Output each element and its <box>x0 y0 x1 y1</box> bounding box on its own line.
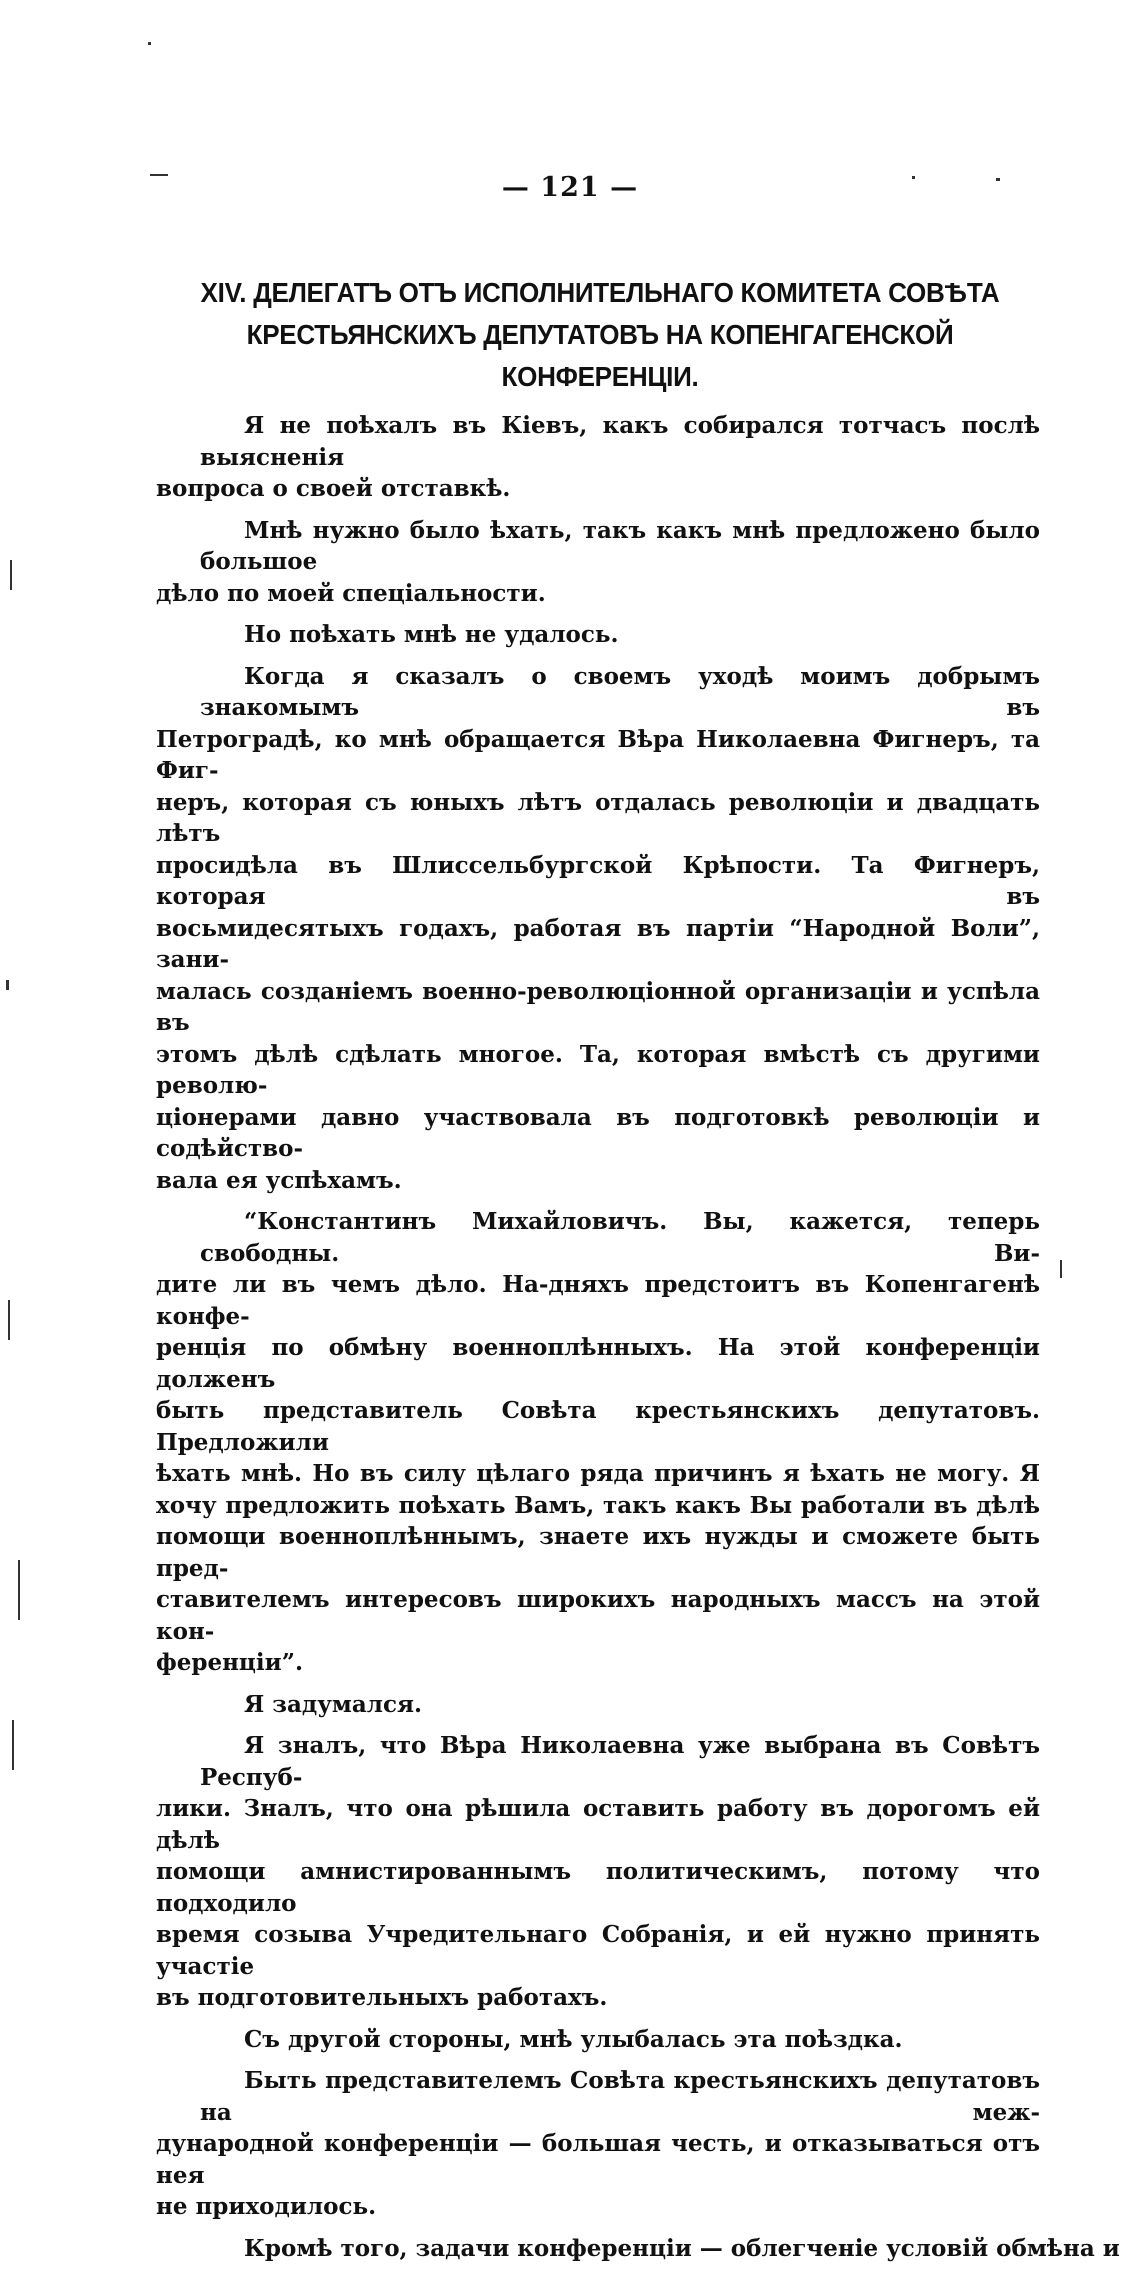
paragraph <box>156 515 1040 610</box>
paragraph <box>156 661 1040 1197</box>
scan-speck <box>1060 1260 1062 1278</box>
paragraph <box>156 1206 1040 1679</box>
text-line: Мнѣ нужно было ѣхать, такъ какъ мнѣ предложено было большое <box>200 516 1040 575</box>
text-line: хочу предложить поѣхать Вамъ, такъ какъ Вы работали въ дѣлѣ <box>156 1491 1040 1519</box>
text-line: “Константинъ Михайловичъ. Вы, кажется, теперь свободны. Ви- <box>200 1208 1040 1267</box>
text-line: Когда я сказалъ о своемъ уходѣ моимъ добрымъ знакомымъ въ <box>200 662 1040 721</box>
scan-speck <box>12 1720 14 1770</box>
text-line: Кромѣ того, задачи конференціи — облегченіе условій обмѣна и <box>244 2234 1120 2262</box>
text-line: ференціи”. <box>156 1649 303 1676</box>
page-number: — 121 — <box>501 172 639 203</box>
scan-speck <box>18 1560 20 1620</box>
text-line: восьмидесятыхъ годахъ, работая въ партіи “Народной Воли”, зани- <box>156 914 1040 973</box>
paragraph <box>156 619 1040 651</box>
paragraph <box>156 2233 1120 2265</box>
chapter-title-line: КРЕСТЬЯНСКИХЪ ДЕПУТАТОВЪ НА КОПЕНГАГЕНСКОЙ <box>246 319 954 350</box>
paragraph <box>156 1689 1040 1721</box>
text-line: неръ, которая съ юныхъ лѣтъ отдалась революціи и двадцать лѣтъ <box>156 788 1040 847</box>
text-line: лики. Зналъ, что она рѣшила оставить работу въ дорогомъ ей дѣлѣ <box>156 1795 1040 1854</box>
scan-speck <box>8 1300 10 1340</box>
text-line: ренція по обмѣну военноплѣнныхъ. На этой конференціи долженъ <box>156 1334 1040 1393</box>
text-line: Но поѣхать мнѣ не удалось. <box>244 621 619 648</box>
scan-speck <box>6 980 9 990</box>
scan-speck <box>10 560 12 590</box>
text-line: малась созданіемъ военно-революціонной организаціи и успѣла въ <box>156 977 1040 1036</box>
text-line: вопроса о своей отставкѣ. <box>156 475 511 502</box>
chapter-title-line: КОНФЕРЕНЦІИ. <box>501 361 699 392</box>
scan-speck <box>912 176 915 179</box>
text-line: дите ли въ чемъ дѣло. На-дняхъ предстоитъ въ Копенгагенѣ конфе- <box>156 1271 1040 1330</box>
text-line: Я не поѣхалъ въ Кіевъ, какъ собирался тотчасъ послѣ выясненія <box>200 412 1040 471</box>
scan-speck <box>996 178 1000 181</box>
text-line: Быть представителемъ Совѣта крестьянскихъ депутатовъ на меж- <box>200 2067 1040 2126</box>
text-line: этомъ дѣлѣ сдѣлать многое. Та, которая вмѣстѣ съ другими револю- <box>156 1040 1040 1099</box>
chapter-title-line: XIV. ДЕЛЕГАТЪ ОТЪ ИСПОЛНИТЕЛЬНАГО КОМИТЕТА СОВѢТА <box>200 277 1000 308</box>
text-line: помощи амнистированнымъ политическимъ, потому что подходило <box>156 1858 1040 1917</box>
text-line: въ подготовительныхъ работахъ. <box>156 1984 608 2011</box>
scan-speck <box>150 174 168 176</box>
body-text <box>156 410 1120 2274</box>
text-line: вала ея успѣхамъ. <box>156 1166 402 1194</box>
text-line: дѣло по моей спеціальности. <box>156 579 546 607</box>
text-line: Я задумался. <box>244 1690 423 1718</box>
scan-speck <box>148 42 151 45</box>
paragraph <box>156 410 1040 505</box>
text-line: дународной конференціи — большая честь, и отказываться отъ нея <box>156 2130 1040 2189</box>
text-line: быть представитель Совѣта крестьянскихъ депутатовъ. Предложили <box>156 1397 1040 1456</box>
text-line: Съ другой стороны, мнѣ улыбалась эта поѣздка. <box>244 2025 903 2053</box>
text-line: время созыва Учредительнаго Собранія, и ей нужно принять участіе <box>156 1921 1040 1980</box>
text-line: Я зналъ, что Вѣра Николаевна уже выбрана въ Совѣтъ Респуб- <box>200 1732 1040 1791</box>
paragraph <box>156 2024 1040 2056</box>
text-line: Петроградѣ, ко мнѣ обращается Вѣра Николаевна Фигнеръ, та Фиг- <box>156 725 1040 784</box>
chapter-title <box>182 272 1019 398</box>
text-line: ставителемъ интересовъ широкихъ народныхъ массъ на этой кон- <box>156 1586 1040 1645</box>
text-line: не приходилось. <box>156 2193 377 2220</box>
text-line: просидѣла въ Шлиссельбургской Крѣпости. Та Фигнеръ, которая въ <box>156 851 1040 910</box>
paragraph <box>156 1730 1040 2014</box>
text-line: помощи военноплѣннымъ, знаете ихъ нужды и сможете быть пред- <box>156 1523 1040 1582</box>
text-line: ѣхать мнѣ. Но въ силу цѣлаго ряда причинъ я ѣхать не могу. Я <box>156 1460 1040 1487</box>
text-line: ціонерами давно участвовала въ подготовкѣ революціи и содѣйство- <box>156 1103 1040 1162</box>
paragraph <box>156 2065 1040 2223</box>
